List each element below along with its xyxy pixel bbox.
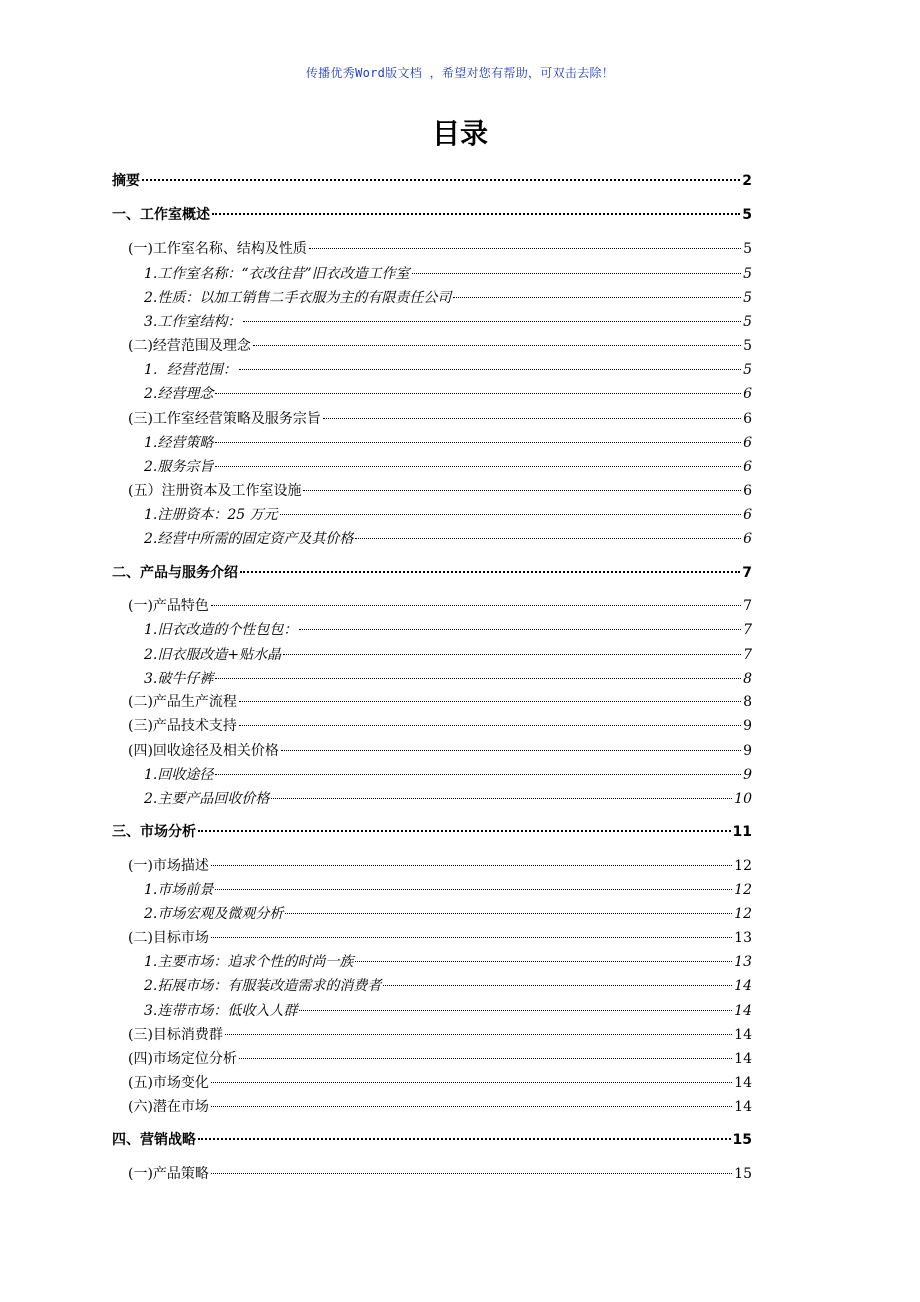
toc-dot-leader bbox=[211, 605, 741, 606]
toc-entry-label: (五）注册资本及工作室设施 bbox=[128, 483, 302, 499]
toc-entry-page: 6 bbox=[743, 459, 752, 475]
toc-dot-leader bbox=[303, 490, 741, 491]
toc-entry-label: (一)产品策略 bbox=[128, 1166, 209, 1182]
toc-dot-leader bbox=[211, 1082, 732, 1083]
toc-entry-page: 15 bbox=[732, 1132, 752, 1148]
toc-entry-label: 1.回收途径 bbox=[144, 767, 214, 783]
toc-dot-leader bbox=[215, 393, 741, 394]
toc-entry-page: 2 bbox=[742, 173, 752, 189]
toc-entry-page: 12 bbox=[734, 906, 752, 922]
toc-entry[interactable] bbox=[128, 409, 752, 429]
toc-dot-leader bbox=[243, 321, 741, 322]
toc-entry[interactable] bbox=[144, 264, 752, 284]
toc-dot-leader bbox=[283, 654, 741, 655]
toc-dot-leader bbox=[198, 1138, 731, 1140]
toc-entry-page: 5 bbox=[743, 290, 752, 306]
toc-entry-label: (三)工作室经营策略及服务宗旨 bbox=[128, 411, 321, 427]
toc-entry-label: (四)市场定位分析 bbox=[128, 1051, 237, 1067]
toc-entry-page: 5 bbox=[743, 338, 752, 354]
toc-dot-leader bbox=[239, 369, 741, 370]
toc-entry-page: 5 bbox=[743, 314, 752, 330]
toc-entry-page: 13 bbox=[734, 930, 752, 946]
toc-entry[interactable] bbox=[144, 457, 752, 477]
toc-dot-leader bbox=[299, 1010, 732, 1011]
toc-dot-leader bbox=[239, 1058, 732, 1059]
toc-entry-page: 5 bbox=[743, 241, 752, 257]
toc-entry-label: 1.注册资本：25 万元 bbox=[144, 507, 278, 523]
toc-entry-page: 7 bbox=[743, 647, 752, 663]
toc-entry[interactable] bbox=[112, 563, 752, 583]
toc-entry[interactable] bbox=[128, 741, 752, 761]
toc-entry-label: 1.工作室名称：“衣改往昔”旧衣改造工作室 bbox=[144, 266, 410, 282]
toc-entry[interactable] bbox=[144, 288, 752, 308]
toc-dot-leader bbox=[280, 514, 741, 515]
toc-entry-page: 8 bbox=[743, 671, 752, 687]
toc-entry-page: 6 bbox=[743, 411, 752, 427]
toc-entry[interactable] bbox=[112, 205, 752, 225]
toc-entry[interactable] bbox=[144, 880, 752, 900]
toc-entry-label: (一)市场描述 bbox=[128, 858, 209, 874]
toc-entry-label: 摘要 bbox=[112, 173, 140, 189]
toc-entry-page: 6 bbox=[743, 435, 752, 451]
toc-entry-label: 3.工作室结构： bbox=[144, 314, 242, 330]
toc-dot-leader bbox=[215, 678, 741, 679]
toc-entry[interactable] bbox=[144, 529, 752, 549]
toc-entry-label: (三)目标消费群 bbox=[128, 1027, 223, 1043]
toc-dot-leader bbox=[215, 774, 741, 775]
toc-entry-page: 7 bbox=[742, 565, 752, 581]
toc-dot-leader bbox=[299, 629, 741, 630]
toc-dot-leader bbox=[198, 830, 731, 832]
toc-entry-page: 6 bbox=[743, 531, 752, 547]
toc-entry-label: 1．经营范围： bbox=[144, 362, 237, 378]
toc-entry-page: 14 bbox=[734, 1003, 752, 1019]
toc-entry-label: 1.经营策略 bbox=[144, 435, 214, 451]
toc-entry-label: (五)市场变化 bbox=[128, 1075, 209, 1091]
toc-entry-label: (一)产品特色 bbox=[128, 598, 209, 614]
toc-dot-leader bbox=[240, 571, 740, 573]
toc-entry[interactable] bbox=[144, 765, 752, 785]
toc-entry-page: 10 bbox=[734, 791, 752, 807]
toc-dot-leader bbox=[239, 701, 741, 702]
toc-entry[interactable] bbox=[144, 312, 752, 332]
toc-dot-leader bbox=[281, 750, 741, 751]
toc-entry[interactable] bbox=[144, 976, 752, 996]
toc-entry-page: 12 bbox=[734, 858, 752, 874]
toc-dot-leader bbox=[142, 179, 740, 181]
toc-entry-label: 1.市场前景 bbox=[144, 882, 214, 898]
toc-entry-page: 14 bbox=[734, 1027, 752, 1043]
toc-entry-label: (六)潜在市场 bbox=[128, 1099, 209, 1115]
toc-entry-page: 9 bbox=[743, 743, 752, 759]
toc-entry[interactable] bbox=[128, 1073, 752, 1093]
toc-entry-page: 5 bbox=[742, 207, 752, 223]
toc-entry-label: 二、产品与服务介绍 bbox=[112, 565, 238, 581]
toc-entry-label: 2.服务宗旨 bbox=[144, 459, 214, 475]
page-title: 目录 bbox=[431, 117, 488, 150]
toc-entry-page: 7 bbox=[743, 622, 752, 638]
toc-entry-label: 四、营销战略 bbox=[112, 1132, 196, 1148]
toc-entry-label: (一)工作室名称、结构及性质 bbox=[128, 241, 307, 257]
toc-dot-leader bbox=[271, 798, 732, 799]
toc-entry-page: 9 bbox=[743, 767, 752, 783]
toc-entry[interactable] bbox=[128, 928, 752, 948]
toc-entry-label: (二)产品生产流程 bbox=[128, 694, 237, 710]
toc-entry-label: 2.市场宏观及微观分析 bbox=[144, 906, 284, 922]
toc-dot-leader bbox=[239, 725, 741, 726]
toc-entry-label: 1.旧衣改造的个性包包： bbox=[144, 622, 298, 638]
toc-dot-leader bbox=[225, 1034, 732, 1035]
toc-dot-leader bbox=[309, 248, 741, 249]
toc-entry[interactable] bbox=[128, 1049, 752, 1069]
toc-entry-label: (二)目标市场 bbox=[128, 930, 209, 946]
toc-entry[interactable] bbox=[144, 645, 752, 665]
toc-entry-page: 14 bbox=[734, 978, 752, 994]
toc-entry-label: 3.连带市场：低收入人群 bbox=[144, 1003, 298, 1019]
toc-entry-label: (四)回收途径及相关价格 bbox=[128, 743, 279, 759]
toc-entry-page: 11 bbox=[732, 824, 752, 840]
toc-entry-page: 6 bbox=[743, 507, 752, 523]
toc-entry-label: (二)经营范围及理念 bbox=[128, 338, 251, 354]
toc-entry[interactable] bbox=[128, 596, 752, 616]
toc-entry[interactable] bbox=[128, 1164, 752, 1184]
toc-dot-leader bbox=[323, 418, 741, 419]
toc-entry-page: 14 bbox=[734, 1075, 752, 1091]
toc-dot-leader bbox=[215, 442, 741, 443]
toc-entry-page: 13 bbox=[734, 954, 752, 970]
toc-dot-leader bbox=[215, 466, 741, 467]
toc-entry-label: 2.性质：以加工销售二手衣服为主的有限责任公司 bbox=[144, 290, 452, 306]
toc-entry-label: 2.主要产品回收价格 bbox=[144, 791, 270, 807]
toc-entry-label: 2.经营中所需的固定资产及其价格 bbox=[144, 531, 354, 547]
toc-dot-leader bbox=[211, 865, 732, 866]
toc-dot-leader bbox=[212, 213, 740, 215]
toc-entry-label: 2.经营理念 bbox=[144, 386, 214, 402]
toc-entry[interactable] bbox=[144, 1001, 752, 1021]
toc-entry[interactable] bbox=[144, 904, 752, 924]
toc-entry-label: 3.破牛仔裤 bbox=[144, 671, 214, 687]
toc-entry-page: 5 bbox=[743, 266, 752, 282]
toc-entry[interactable] bbox=[112, 171, 752, 191]
toc-dot-leader bbox=[253, 345, 741, 346]
toc-entry[interactable] bbox=[128, 1097, 752, 1117]
toc-entry[interactable] bbox=[128, 692, 752, 712]
toc-entry[interactable] bbox=[144, 789, 752, 809]
toc-dot-leader bbox=[211, 1106, 732, 1107]
toc-entry-page: 14 bbox=[734, 1099, 752, 1115]
toc-entry[interactable] bbox=[112, 822, 752, 842]
toc-entry-page: 8 bbox=[743, 694, 752, 710]
toc-dot-leader bbox=[285, 913, 732, 914]
toc-entry-page: 6 bbox=[743, 386, 752, 402]
toc-entry-label: 2.拓展市场：有服装改造需求的消费者 bbox=[144, 978, 382, 994]
toc-entry[interactable] bbox=[128, 1025, 752, 1045]
toc-entry[interactable] bbox=[144, 669, 752, 689]
toc-entry[interactable] bbox=[144, 505, 752, 525]
toc-entry[interactable] bbox=[128, 716, 752, 736]
header-notice: 传播优秀Word版文档 ，希望对您有帮助，可双击去除！ bbox=[305, 66, 615, 80]
toc-entry-page: 9 bbox=[743, 718, 752, 734]
toc-entry[interactable] bbox=[144, 384, 752, 404]
toc-dot-leader bbox=[211, 937, 732, 938]
toc-dot-leader bbox=[383, 985, 732, 986]
toc-dot-leader bbox=[355, 538, 741, 539]
toc-entry[interactable] bbox=[128, 239, 752, 259]
toc-entry[interactable] bbox=[128, 336, 752, 356]
toc-entry[interactable] bbox=[112, 1130, 752, 1150]
toc-entry[interactable] bbox=[128, 481, 752, 501]
toc-entry[interactable] bbox=[144, 952, 752, 972]
toc-entry-label: 三、市场分析 bbox=[112, 824, 196, 840]
toc-entry-label: 1.主要市场：追求个性的时尚一族 bbox=[144, 954, 354, 970]
toc-entry-label: (三)产品技术支持 bbox=[128, 718, 237, 734]
toc-entry-page: 7 bbox=[743, 598, 752, 614]
toc-entry[interactable] bbox=[144, 620, 752, 640]
toc-entry-page: 5 bbox=[743, 362, 752, 378]
toc-dot-leader bbox=[453, 297, 741, 298]
toc-entry[interactable] bbox=[144, 433, 752, 453]
toc-entry-label: 2.旧衣服改造+贴水晶 bbox=[144, 647, 282, 663]
toc-entry-label: 一、工作室概述 bbox=[112, 207, 210, 223]
toc-dot-leader bbox=[355, 961, 732, 962]
toc-entry-page: 12 bbox=[734, 882, 752, 898]
toc-entry-page: 15 bbox=[734, 1166, 752, 1182]
toc-entry-page: 14 bbox=[734, 1051, 752, 1067]
toc-dot-leader bbox=[211, 1173, 732, 1174]
toc-entry[interactable] bbox=[128, 856, 752, 876]
toc-dot-leader bbox=[412, 273, 741, 274]
toc-entry[interactable] bbox=[144, 360, 752, 380]
toc-entry-page: 6 bbox=[743, 483, 752, 499]
toc-dot-leader bbox=[215, 889, 732, 890]
